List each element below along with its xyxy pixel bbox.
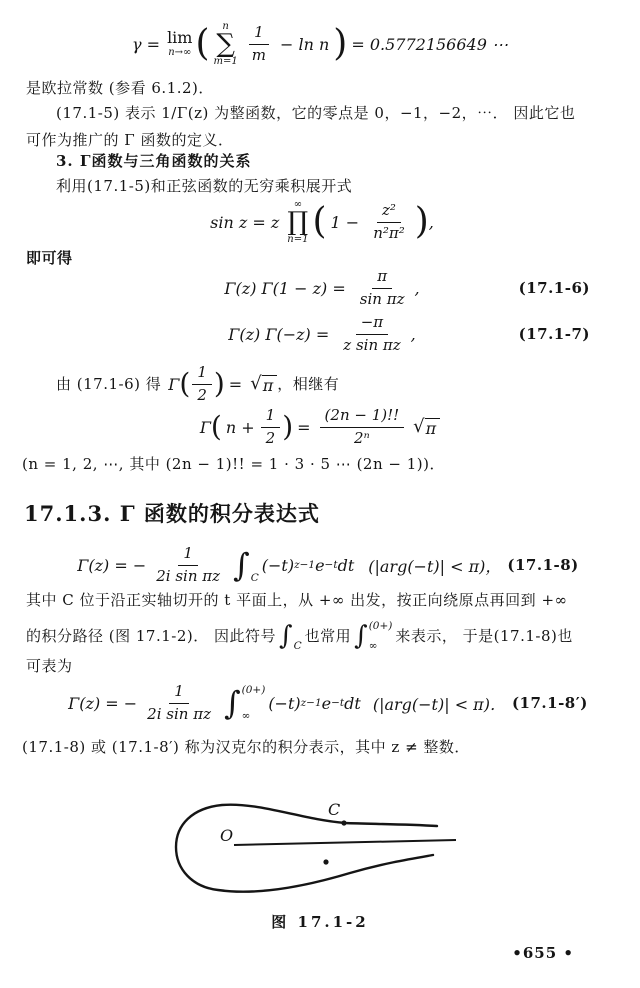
equals-sign: = [228, 374, 243, 394]
product-operator: ∞ ∏ n=1 [287, 198, 309, 246]
eq8-condition: (|arg(−t)| < π)， [368, 556, 502, 576]
n-plus: n + [225, 417, 255, 437]
gamma-symbol: Γ [168, 374, 180, 394]
fraction-hankel-coeff: $\frac{1}{\text{2i sin πz}}$ [147, 682, 211, 723]
gamma-half-tail: ，相继有 [277, 375, 340, 393]
eq7-tail: , [410, 324, 416, 344]
para-hankel-note: (17.1-8) 或 (17.1-8′) 称为汉克尔的积分表示，其中 z ≠ 整数． [22, 738, 470, 756]
para-euler-constant: 是欧拉常数 (参看 6.1.2)． [26, 79, 214, 97]
integrand-base: (−t) [268, 693, 301, 713]
right-paren: ) [333, 22, 348, 64]
left-paren: ( [179, 367, 191, 401]
eq8-label: (17.1-8) [507, 556, 579, 574]
para-contour-desc-line3: 可表为 [26, 657, 73, 675]
para-entire-function-line2: 可作为推广的 Γ 函数的定义． [26, 131, 234, 149]
left-paren: ( [312, 200, 327, 242]
contour-label: C [328, 800, 341, 819]
eq8-lhs: Γ(z) = − [77, 555, 147, 575]
formula-gamma-n-half [0, 402, 640, 452]
right-paren: ) [213, 367, 225, 401]
sqrt-pi: √ π [413, 417, 440, 437]
integral-0plus-symbol: ∫ (0+) ∞ [354, 620, 393, 652]
integrand-e-exponent: −t [324, 558, 338, 571]
fraction-one-half: $\frac{1}{2}$ [261, 407, 281, 447]
right-paren: ) [414, 200, 429, 242]
integrand-base: (−t) [261, 555, 295, 575]
sine-lhs: sin z = z [210, 212, 280, 232]
eq6-tail: , [414, 278, 420, 298]
eq7-lhs: Γ(z) Γ(−z) = [228, 324, 330, 344]
gamma-half-pre: 由 (17.1-6) 得 [56, 375, 162, 393]
hankel-contour-figure [158, 793, 470, 905]
integrand-e: e [315, 555, 325, 575]
formula-euler-constant [0, 18, 640, 70]
fraction-one-half: $\frac{1}{2}$ [192, 364, 212, 404]
euler-value: = 0.5772156649 ⋯ [351, 34, 508, 54]
para-thus-obtain: 即可得 [26, 249, 73, 267]
eq8p-lhs: Γ(z) = − [68, 693, 138, 713]
left-paren: ( [210, 410, 222, 444]
integrand-e: e [321, 693, 332, 713]
fraction-z2-over-n2pi2: $\frac{\text{z²}}{\text{n²π²}}$ [373, 201, 405, 242]
sqrt-pi: √ π [250, 374, 277, 394]
summation-operator: n ∑ m=1 [213, 20, 238, 68]
fraction-1-over-m: $\frac{1}{m}$ [247, 24, 271, 64]
heading-trig-relation: 3. Γ函数与三角函数的关系 [56, 152, 252, 170]
euler-lhs: γ = [132, 34, 161, 54]
limit-operator: lim n→∞ [167, 28, 193, 58]
euler-inner-tail: − ln n [279, 34, 330, 54]
figure-caption: 图 17.1-2 [271, 913, 369, 931]
integral-0plus: ∫ (0+) ∞ [223, 684, 266, 722]
eq7-label: (17.1-7) [518, 325, 590, 343]
left-paren: ( [195, 22, 210, 64]
origin-label: O [220, 826, 234, 845]
eq8p-condition: (|arg(−t)| < π)． [372, 694, 506, 714]
right-paren: ) [282, 410, 294, 444]
contour-line2-b: 也常用 [304, 627, 352, 645]
equation-17-1-7 [0, 312, 640, 356]
fraction-pi-over-sinpiz: $\frac{\pi}{\text{sin πz}}$ [359, 267, 405, 308]
para-gamma-half [56, 362, 339, 406]
integrand-exponent: z−1 [294, 558, 316, 571]
contour-line2-a: 的积分路径 (图 17.1-2)． 因此符号 [26, 627, 277, 645]
integrand-exponent: z−1 [300, 696, 322, 709]
eq6-lhs: Γ(z) Γ(1 − z) = [224, 278, 346, 298]
equation-17-1-8 [36, 540, 620, 590]
sine-tail: , [428, 212, 434, 232]
equals-sign: = [297, 417, 311, 437]
integrand-dt: dt [337, 555, 355, 575]
contour-line2-c: 来表示， 于是(17.1-8)也 [395, 627, 573, 645]
para-double-factorial-note: (n = 1, 2, ⋯, 其中 (2n − 1)!! = 1 · 3 · 5 ⋯ (2n − 1))． [22, 455, 445, 473]
fraction-hankel-coeff: $\frac{1}{\text{2i sin πz}}$ [156, 544, 221, 585]
equation-17-1-8-prime [36, 678, 620, 728]
formula-sine-product [0, 196, 640, 248]
fraction-negpi-over-zsinpiz: $\frac{-\pi}{\text{z sin πz}}$ [343, 313, 401, 354]
heading-section-17-1-3: 17.1.3. Γ 函数的积分表达式 [24, 501, 320, 526]
hankel-contour-curve [158, 793, 470, 905]
integrand-dt: dt [344, 693, 361, 713]
integral-over-c: ∫ C [233, 546, 259, 584]
gamma-symbol: Γ [199, 417, 211, 437]
integrand-e-exponent: −t [331, 696, 345, 709]
equation-17-1-6 [0, 266, 640, 310]
eq8p-label: (17.1-8′) [511, 694, 588, 712]
fraction-double-factorial: $\frac{(2n - 1)!!}{\text{2ⁿ}}$ [320, 407, 405, 447]
para-contour-desc-line1: 其中 C 位于沿正实轴切开的 t 平面上，从 +∞ 出发，按正向绕原点再回到 +∞ [26, 591, 568, 609]
eq6-label: (17.1-6) [518, 279, 590, 297]
para-contour-desc-line2 [26, 614, 573, 658]
sine-inner: 1 − [330, 212, 360, 232]
page-number: •655 • [512, 944, 574, 962]
integral-c-symbol: ∫ C [279, 621, 302, 652]
para-entire-function-line1: (17.1-5) 表示 1/Γ(z) 为整函数，它的零点是 0，−1，−2，⋯． 因此它也 [56, 104, 576, 122]
para-product-expansion-intro: 利用(17.1-5)和正弦函数的无穷乘积展开式 [56, 177, 353, 195]
